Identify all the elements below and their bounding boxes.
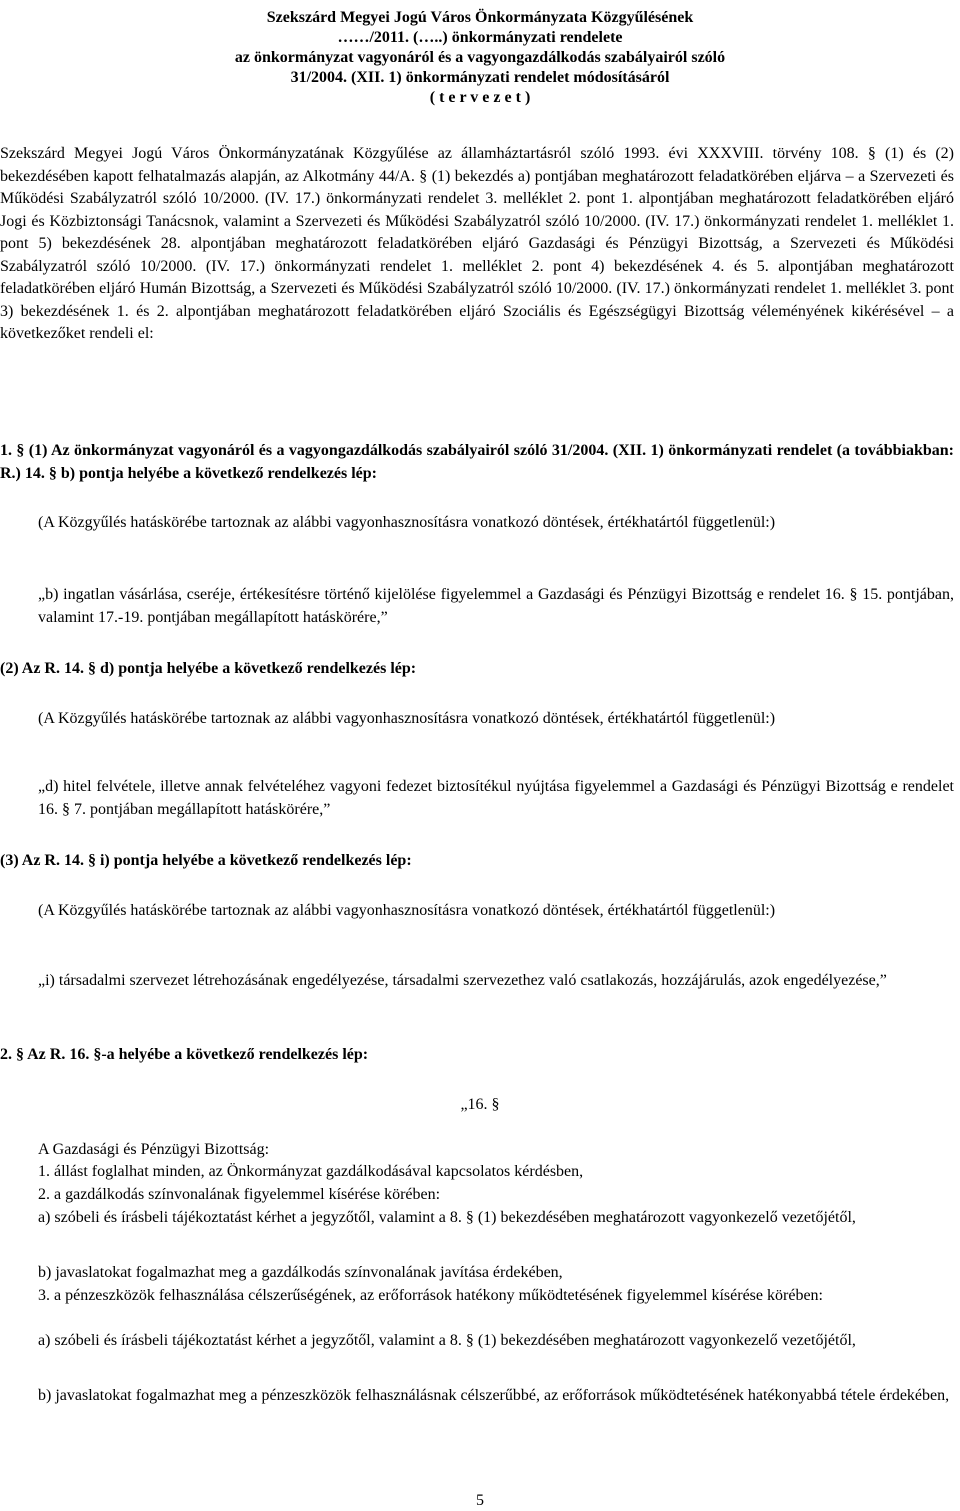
title-line-4: 31/2004. (XII. 1) önkormányzati rendelet módosításáról: [290, 69, 670, 86]
preamble: Szekszárd Megyei Jogú Város Önkormányzatának Közgyűlése az államháztartásról szóló 1993. évi XXXVIII. törvény 108. § (1) és (2) bekezdésében kapott felhatalmazás alapján, az Alkotmány 44/A. § (1) bekezdés a) pontjában meghatározott feladatkörében eljárva – a Szervezeti és Működési Szabályzatról szóló 10/2000. (IV. 17.) önkormányzati rendelet 3. melléklet 2. pont 1. alpontjában meghatározott feladatkörében eljáró Jogi és Közbiztonsági Tanácsnok, valamint a Szervezeti és Működési Szabályzatról szóló 10/2000. (IV. 17.) önkormányzati rendelet 1. melléklet 1. pont 5) bekezdésének 28. alpontjában meghatározott feladatkörében eljáró Gazdasági és Pénzügyi Bizottság, a Szervezeti és Működési Szabályzatról szóló 10/2000. (IV. 17.) önkormányzati rendelet 1. melléklet 2. pont 4) bekezdésének 4. és 5. alpontjában meghatározott feladatkörében eljáró Humán Bizottság, a Szervezeti és Működési Szabályzatról szóló 10/2000. (IV. 17.) önkormányzati rendelet 1. melléklet 3. pont 3) bekezdésének 1. és 2. alpontjában meghatározott feladatkörében eljáró Szociális és Egészségügyi Bizottság véleményének kikérésével – a következőket rendeli el:: [0, 145, 954, 342]
section-3-text: „i) társadalmi szervezet létrehozásának engedélyezése, társadalmi szervezethez való csatlakozás, hozzájárulás, azok engedélyezése,”: [38, 972, 887, 989]
section-2-heading: (2) Az R. 14. § d) pontja helyébe a következő rendelkezés lép:: [0, 660, 417, 677]
paragraph-number: „16. §: [460, 1096, 500, 1113]
title-line-5: ( t e r v e z e t ): [429, 89, 531, 106]
list-item-1: 1. állást foglalhat minden, az Önkormányzat gazdálkodásával kapcsolatos kérdésben,: [38, 1163, 584, 1180]
list-item-3b: [38, 1385, 954, 1408]
list-item-2b: b) javaslatokat fogalmazhat meg a gazdálkodás színvonalának javítása érdekében,: [38, 1264, 563, 1281]
list-item-3b-text: b) javaslatokat fogalmazhat meg a pénzeszközök felhasználásnak célszerűbbé, az erőforrások működtetésének hatékonyabbá tétele érdekében,: [38, 1387, 950, 1404]
section-2-context: (A Közgyűlés hatáskörébe tartoznak az alábbi vagyonhasznosításra vonatkozó döntések, értékhatártól függetlenül:): [38, 710, 776, 727]
list-item-2: 2. a gazdálkodás színvonalának figyelemmel kísérése körében:: [38, 1186, 441, 1203]
section-1-heading: 1. § (1) Az önkormányzat vagyonáról és a vagyongazdálkodás szabályairól szóló 31/2004. (XII. 1) önkormányzati rendelet (a továbbiakban: R.) 14. § b) pontja helyébe a következő rendelkezés lép:: [0, 442, 954, 482]
list-item-2a-text: a) szóbeli és írásbeli tájékoztatást kérhet a jegyzőtől, valamint a 8. § (1) bekezdésében meghatározott vagyonkezelő vezetőjétől,: [38, 1209, 856, 1226]
section-1-context: (A Közgyűlés hatáskörébe tartoznak az alábbi vagyonhasznosításra vonatkozó döntések, értékhatártól függetlenül:): [38, 514, 776, 531]
document-title-block: [0, 8, 960, 108]
section-4-heading: 2. § Az R. 16. §-a helyébe a következő rendelkezés lép:: [0, 1046, 369, 1063]
title-line-3: az önkormányzat vagyonáról és a vagyongazdálkodás szabályairól szóló: [234, 49, 726, 66]
list-item-2a: [38, 1207, 954, 1230]
page-number: 5: [476, 1492, 484, 1509]
title-line-2: ……/2011. (…..) önkormányzati rendelete: [337, 29, 623, 46]
section-1-text: „b) ingatlan vásárlása, cseréje, értékesítésre történő kijelölése figyelemmel a Gazdasági és Pénzügyi Bizottság e rendelet 16. § 15. pontjában, valamint 17.-19. pontjában megállapított hatáskörére,”: [38, 586, 954, 626]
section-3-context: (A Közgyűlés hatáskörébe tartoznak az alábbi vagyonhasznosításra vonatkozó döntések, értékhatártól függetlenül:): [38, 902, 776, 919]
committee-intro: A Gazdasági és Pénzügyi Bizottság:: [38, 1141, 270, 1158]
title-line-1: Szekszárd Megyei Jogú Város Önkormányzata Közgyűlésének: [266, 9, 694, 26]
section-2-text: „d) hitel felvétele, illetve annak felvételéhez vagyoni fedezet biztosítékul nyújtása figyelemmel a Gazdasági és Pénzügyi Bizottság e rendelet 16. § 7. pontjában megállapított hatáskörére,”: [38, 778, 954, 818]
list-item-3a-text: a) szóbeli és írásbeli tájékoztatást kérhet a jegyzőtől, valamint a 8. § (1) bekezdésében meghatározott vagyonkezelő vezetőjétől,: [38, 1332, 856, 1349]
section-3-heading: (3) Az R. 14. § i) pontja helyébe a következő rendelkezés lép:: [0, 852, 412, 869]
list-item-3a: [38, 1330, 954, 1353]
list-item-3: 3. a pénzeszközök felhasználása célszerűségének, az erőforrások hatékony működtetésének figyelemmel kísérése körében:: [38, 1287, 823, 1304]
